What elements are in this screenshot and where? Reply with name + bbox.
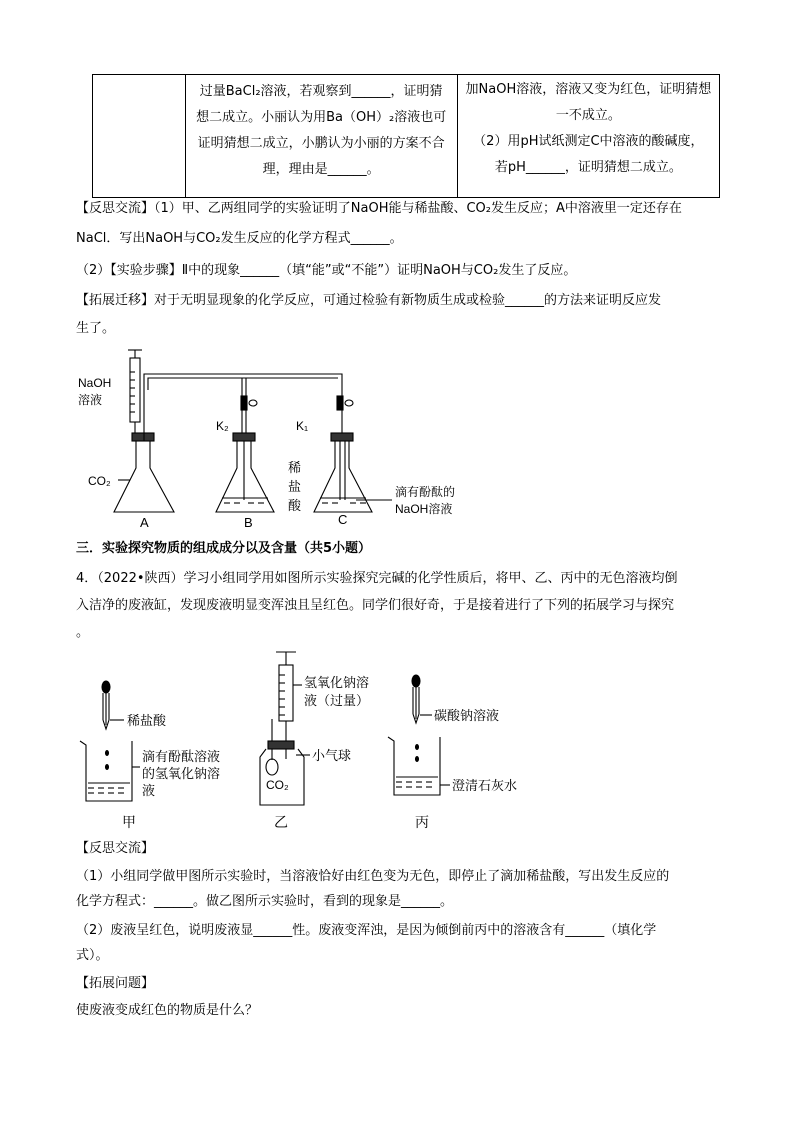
q4-2-line-1: （2）废液呈红色，说明废液显______性。废液变浑浊，是因为倾倒前丙中的溶液含有______（填化学 [76, 923, 657, 938]
reflect-line-2: NaCl．写出NaOH与CO₂发生反应的化学方程式______。 [76, 231, 403, 246]
table-cell-conclusion [457, 75, 719, 198]
acid-label-3: 酸 [288, 498, 302, 513]
table-cell-empty [93, 75, 186, 198]
acid-label-2: 盐 [288, 479, 302, 494]
yi-syringe-label-1: 氢氧化钠溶 [304, 675, 370, 690]
flask-a-label: A [140, 515, 149, 530]
cell-line: 加NaOH溶液，溶液又变为红色，证明猜想 [465, 82, 712, 97]
caption-bing: 丙 [415, 814, 429, 830]
k1-label: K₁ [296, 419, 309, 433]
q4-line-1: 4．（2022•陕西）学习小组同学用如图所示实验探究完碱的化学性质后，将甲、乙、丙中的无色溶液均倒 [76, 571, 678, 586]
q4-line-3: 。 [76, 625, 90, 640]
q4-2-line-2: 式）。 [76, 948, 109, 963]
cell-line: 过量BaCl₂溶液，若观察到______，证明猜 [199, 84, 443, 99]
jia-solution-label-3: 液 [142, 783, 156, 798]
extend-line-2: 生了。 [76, 321, 116, 336]
cell-line: 若pH______，证明猜想二成立。 [494, 160, 682, 175]
flask-c-label: C [338, 512, 348, 527]
cell-line: 想二成立。小丽认为用Ba（OH）₂溶液也可 [196, 110, 447, 125]
bing-dropper-label: 碳酸钠溶液 [434, 708, 500, 723]
q4-1-line-1: （1）小组同学做甲图所示实验时，当溶液恰好由红色变为无色，即停止了滴加稀盐酸，写出发生反应的 [76, 869, 670, 884]
phenol-label-2: NaOH溶液 [395, 502, 453, 516]
co2-label: CO₂ [88, 474, 111, 488]
jia-solution-label-2: 的氢氧化钠溶 [142, 766, 221, 781]
apparatus-figure-abc [70, 340, 490, 535]
cell-line: 证明猜想二成立，小鹏认为小丽的方案不合 [197, 136, 445, 151]
reflect-line-1: 【反思交流】（1）甲、乙两组同学的实验证明了NaOH能与稀盐酸、CO₂发生反应；A中溶液里一定还存在 [76, 201, 682, 216]
q4-1-line-2: 化学方程式：______。做乙图所示实验时，看到的现象是______。 [76, 894, 454, 909]
yi-co2-label: CO₂ [266, 778, 289, 792]
cell-line: （2）用pH试纸测定C中溶液的酸碱度， [473, 134, 704, 149]
extend-question: 使废液变成红色的物质是什么？ [76, 1003, 259, 1018]
jia-dropper-label: 稀盐酸 [127, 713, 167, 728]
yi-syringe-label-2: 液（过量） [304, 693, 370, 708]
extend-heading: 【拓展问题】 [76, 976, 155, 991]
phenol-label-1: 滴有酚酞的 [395, 485, 456, 499]
caption-yi: 乙 [274, 814, 288, 830]
section-heading: 三．实验探究物质的组成成分以及含量（共5小题） [76, 541, 372, 556]
apparatus-figure-jia-yi-bing [70, 645, 550, 835]
jia-solution-label-1: 滴有酚酞溶液 [142, 749, 221, 764]
flask-b-label: B [244, 515, 253, 530]
acid-label-1: 稀 [288, 460, 302, 475]
q4-line-2: 入洁净的废液缸，发现废液明显变浑浊且呈红色。同学们很好奇，于是接着进行了下列的拓展学习与探究 [76, 598, 675, 613]
naoh-label-2: 溶液 [78, 393, 103, 407]
table-cell-step [185, 75, 457, 198]
experiment-table [92, 74, 720, 198]
bing-solution-label: 澄清石灰水 [452, 778, 518, 793]
reflect-step-2: （2）【实验步骤】Ⅱ中的现象______（填“能”或“不能”）证明NaOH与CO₂发生了反应。 [76, 263, 577, 278]
cell-line: 理，理由是______。 [262, 162, 380, 177]
caption-jia: 甲 [122, 814, 136, 830]
naoh-label: NaOH [78, 376, 112, 390]
yi-balloon-label: 小气球 [312, 748, 352, 763]
extend-line-1: 【拓展迁移】对于无明显现象的化学反应，可通过检验有新物质生成或检验______的方法来证明反应发 [76, 293, 662, 308]
reflect-heading: 【反思交流】 [76, 841, 155, 856]
cell-line: 一不成立。 [555, 108, 621, 123]
k2-label: K₂ [216, 419, 229, 433]
